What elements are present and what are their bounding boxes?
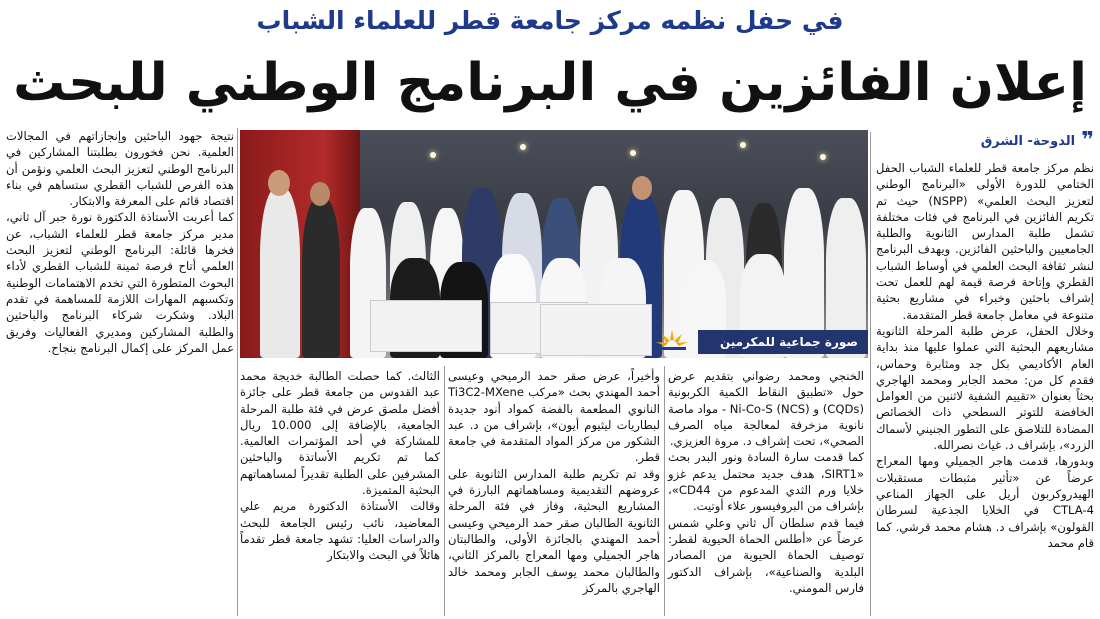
byline	[876, 128, 1094, 153]
paragraph: كما أعربت الأستاذة الدكتورة نورة جبر آل ثاني، مدير مركز جامعة قطر للعلماء الشباب، عن فخرها قائلة: البرنامج الوطني لتعزيز البحث العلمي أتاح فرصة ثمينة للشباب القطري لأداء البحوث المتطورة التي تخدم الاهتمامات الوطنية وتكسبهم المهارات اللازمة للمساهمة في تقدم البلاد. وشكرت شركاء البرنامج والباحثين والطلبة المشاركين ومديري الفعاليات وفريق عمل المركز على إكمال البرنامج بنجاح.	[6, 210, 234, 355]
byline-text: الدوحة- الشرق	[980, 133, 1076, 149]
paragraph: وخلال الحفل، عرض طلبة المرحلة الثانوية مشاريعهم البحثية التي عملوا عليها منذ بداية العام الأكاديمي بكل جد ومثابرة وحماس، فقدم كل من: محمد الجابر ومحمد الهاجري بحثاً بعنوان «تقييم الشفية لاثنين من العوامل الخافضة للتوتر السطحي ذات الخصائص المضادة للتلاصق على التطور الجنيني لأسماك الزرد»، بإشراف د. غياث نصرالله.	[876, 323, 1094, 453]
prize-board	[540, 304, 652, 356]
paragraph: فيما قدم سلطان آل ثاني وعلي شمس عرضاً عن «أطلس الحماة الحيوية لقطر: توصيف الحماة الحيوية من المصادر البلدية والصناعية»، بإشراف الدكتور فارس المومني.	[668, 515, 864, 595]
ceiling-light	[820, 154, 826, 160]
logo-icon	[652, 326, 692, 354]
group-photo	[240, 130, 868, 358]
column-divider	[444, 366, 445, 616]
person-head	[310, 182, 330, 206]
photo-caption: صورة جماعية للمكرمين	[698, 330, 868, 354]
paragraph: وأخيراً، عرض صقر حمد الرميحي وعيسى أحمد المهندي بحث «مركب Ti3C2-MXene النانوي المطعمة بالفضة كمواد أنود جديدة لبطاريات ليثيوم أيون»، بإشراف من د. عبد الشكور من مركز المواد المتقدمة في جامعة قطر.	[448, 369, 660, 465]
person-head	[632, 176, 652, 200]
paragraph: الخنجي ومحمد رضواني بتقديم عرض حول «تطبيق النقاط الكمية الكربونية (CQDs) و (Ni-Co-S (NCS - مواد ماصة نانوية مزخرفة لمعالجة مياه الصرف الصحي»، تحت إشراف د. مروة العزيزي.	[668, 369, 864, 449]
article-column-bottom-2	[448, 368, 660, 596]
article-headline: إعلان الفائزين في البرنامج الوطني للبحث	[13, 53, 1087, 113]
paragraph: الثالث. كما حصلت الطالبة خديجة محمد عبد القدوس من جامعة قطر على جائزة أفضل ملصق عرض في فئة طلبة المرحلة الجامعية، بالإضافة إلى 10.000 ريال للمشاركة في أحد المؤتمرات العالمية. كما تم تكريم الأساتذة والباحثين المشرفين على الطلبة تقديراً لمساهماتهم البحثية المتميزة.	[240, 369, 440, 498]
article-column-left	[6, 128, 234, 356]
ceiling-light	[520, 144, 526, 150]
article-column-bottom-3	[240, 368, 440, 564]
ceiling-light	[630, 150, 636, 156]
article-subtitle: في حفل نظمه مركز جامعة قطر للعلماء الشباب	[256, 6, 844, 35]
paragraph: وقالت الأستاذة الدكتورة مريم علي المعاضيد، نائب رئيس الجامعة للبحث والدراسات العليا: تشهد جامعة قطر تقدماً هائلاً في البحث والابتكار	[240, 499, 440, 563]
prize-board	[370, 300, 482, 352]
ceiling-light	[430, 152, 436, 158]
paragraph: كما قدمت سارة السادة ونور البدر بحث «SIRT1، هدف جديد محتمل يدعم غزو خلايا ورم الثدي المدعوم من CD44»، بإشراف من البروفيسور علاء أوتيت.	[668, 450, 864, 514]
person-figure	[260, 188, 300, 358]
person-figure	[302, 198, 340, 358]
article-column-bottom-1	[668, 368, 864, 596]
column-divider	[237, 128, 238, 616]
quote-icon: ❞	[1081, 128, 1094, 153]
paragraph: وبدورها، قدمت هاجر الجميلي ومها المعراج عرضاً عن «تأثير مثبطات مستقبلات الهيدروكربون أريل على الجهاز المناعي CTLA-4 في الخلايا الجذعية لسرطان القولون» بإشراف د. هشام محمد قرشي. كما قام محمد	[876, 454, 1094, 550]
column-divider	[870, 132, 871, 616]
ceiling-light	[740, 142, 746, 148]
paragraph: نظم مركز جامعة قطر للعلماء الشباب الحفل الختامي للدورة الأولى «البرنامج الوطني لتعزيز البحث العلمي» (NSPP) حيث تم تكريم الفائزين في البرنامج في فئات مختلفة تشمل طلبة المدارس الثانوية والطلبة الجامعيين والباحثين الفائزين. ويهدف البرنامج لنشر ثقافة البحث العلمي في أوساط الشباب القطري وإتاحة فرصة قيمة لهم للعمل تحت إشراف باحثين وخبراء في مشاريع بحثية متنوعة في معامل جامعة قطر المتقدمة.	[876, 161, 1094, 322]
paragraph: نتيجة جهود الباحثين وإنجازاتهم في المجالات العلمية. نحن فخورون بطلبتنا المشاركين في البرنامج الوطني لتعزيز البحث العلمي ونؤمن أن هذه الفرص للشباب القطري ستساهم في بناء اقتصاد قائم على المعرفة والابتكار.	[6, 129, 234, 209]
person-head	[268, 170, 290, 196]
paragraph: وقد تم تكريم طلبة المدارس الثانوية على عروضهم التقديمية ومساهماتهم البارزة في المشاريع البحثية، وفاز في فئة المرحلة الثانوية الطالبان صقر حمد الرميحي وعيسى أحمد المهندي بالجائزة الأولى، والطالبتان هاجر الجميلي ومها المعراج بالمركز الثاني، والطالبان محمد يوسف الجابر ومحمد خالد الهاجري بالمركز	[448, 466, 660, 595]
stage-curtain	[240, 130, 360, 358]
article-column-right	[876, 160, 1094, 551]
column-divider	[664, 366, 665, 616]
